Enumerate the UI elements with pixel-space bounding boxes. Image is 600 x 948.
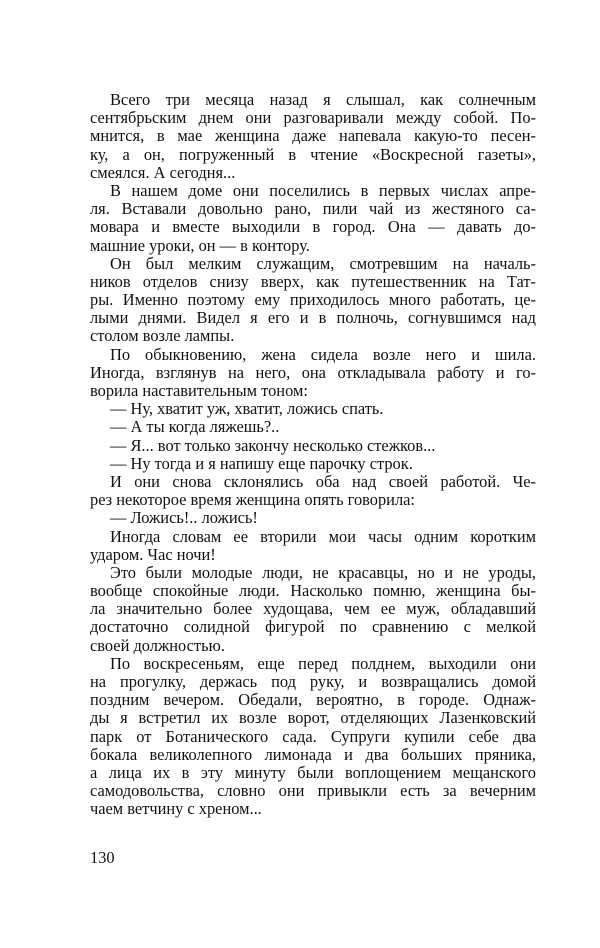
- text-line: ла значительно более худощава, чем ее муж, обладавший: [90, 599, 536, 619]
- text-line: Он был мелким служащим, смотревшим на началь-: [110, 253, 536, 273]
- text-line: сентябрьским днем они разговаривали между собой. По-: [90, 108, 536, 128]
- text-line: машние уроки, он — в контору.: [90, 235, 310, 255]
- text-line: Всего три месяца назад я слышал, как солнечным: [110, 90, 536, 109]
- text-line: своей должностью.: [90, 635, 225, 655]
- paragraph: [90, 528, 536, 564]
- text-line: смеялся. А сегодня...: [90, 162, 236, 182]
- text-line: рез некоторое время женщина опять говорила:: [90, 490, 415, 510]
- body-text: [90, 91, 536, 819]
- paragraph: [90, 418, 536, 436]
- text-line: ку, а он, погруженный в чтение «Воскресной газеты»,: [90, 144, 536, 164]
- text-line: По воскресеньям, еще перед полднем, выходили они: [110, 653, 536, 673]
- paragraph: [90, 346, 536, 401]
- paragraph: [90, 564, 536, 655]
- text-line: чаем ветчину с хреном...: [90, 799, 262, 819]
- text-line: парк от Ботанического сада. Супруги купили себе два: [90, 726, 536, 746]
- text-line: самодовольства, словно они привыкли есть за вечерним: [90, 781, 536, 801]
- page-number: 130: [90, 848, 115, 867]
- text-line: Иногда, взглянув на него, она откладывала работу и го-: [90, 362, 536, 382]
- text-line: ворила наставительным тоном:: [90, 381, 308, 400]
- text-line: Иногда словам ее вторили мои часы одним коротким: [110, 526, 536, 546]
- paragraph: [90, 655, 536, 819]
- text-line: ды я встретил их возле ворот, отделяющих Лазенковский: [90, 708, 536, 728]
- text-line: По обыкновению, жена сидела возле него и шила.: [110, 344, 536, 364]
- text-line: бокала великолепного лимонада и два больших пряника,: [90, 744, 536, 764]
- text-line: — Ну тогда и я напишу еще парочку строк.: [110, 453, 413, 473]
- text-line: достаточно солидной фигурой по сравнению с мелкой: [90, 617, 536, 637]
- text-line: столом возле лампы.: [90, 326, 235, 346]
- text-line: ников отделов снизу вверх, как путешественник на Тат-: [90, 271, 536, 291]
- paragraph: [90, 473, 536, 509]
- text-line: мовара и вместе выходили в город. Она — давать до-: [90, 217, 536, 237]
- text-line: мнится, в мае женщина даже напевала какую-то песен-: [90, 126, 536, 146]
- text-line: ля. Вставали довольно рано, пили чай из жестяного са-: [90, 199, 536, 219]
- text-line: на прогулку, держась под руку, и возвращались домой: [90, 672, 536, 691]
- paragraph: [90, 509, 536, 527]
- text-line: — А ты когда ляжешь?..: [110, 417, 280, 437]
- text-line: И они снова склонялись оба над своей работой. Че-: [110, 471, 536, 491]
- paragraph: [90, 91, 536, 182]
- text-line: ры. Именно поэтому ему приходилось много работать, це-: [90, 290, 536, 310]
- text-line: — Я... вот только закончу несколько стежков...: [110, 435, 436, 455]
- text-line: лыми днями. Видел я его и в полночь, согнувшимся над: [90, 308, 536, 328]
- paragraph: [90, 455, 536, 473]
- paragraph: [90, 182, 536, 255]
- paragraph: [90, 437, 536, 455]
- text-line: Это были молодые люди, не красавцы, но и не уроды,: [110, 562, 536, 582]
- text-line: ударом. Час ночи!: [90, 544, 216, 564]
- text-line: вообще спокойные люди. Насколько помню, женщина бы-: [90, 581, 536, 601]
- text-line: В нашем доме они поселились в первых числах апре-: [110, 180, 536, 200]
- paragraph: [90, 400, 536, 418]
- text-line: — Ложись!.. ложись!: [110, 508, 258, 528]
- text-line: поздним вечером. Обедали, вероятно, в городе. Однаж-: [90, 690, 536, 710]
- text-line: — Ну, хватит уж, хватит, ложись спать.: [110, 399, 384, 419]
- paragraph: [90, 255, 536, 346]
- text-line: а лица их в эту минуту были воплощением мещанского: [90, 762, 536, 782]
